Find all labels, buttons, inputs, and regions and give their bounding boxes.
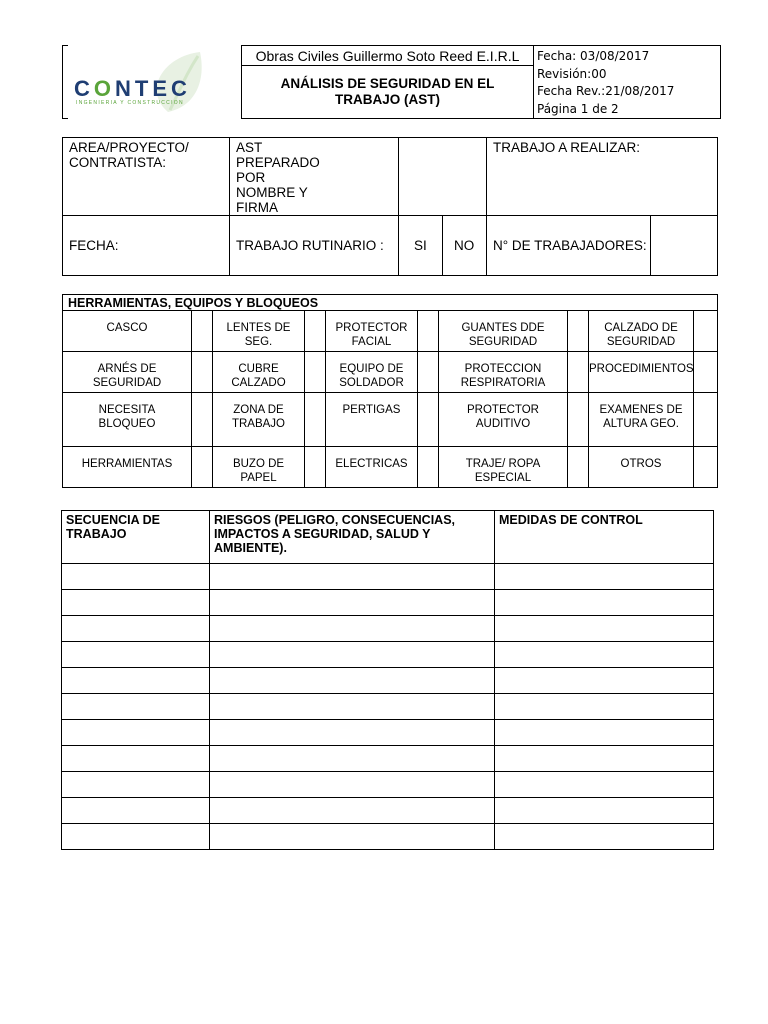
table-row: [62, 590, 714, 616]
riesgos-header: [210, 511, 495, 564]
secuencia-cell[interactable]: [62, 616, 210, 642]
tool-item: LENTES DE SEG.: [213, 311, 305, 352]
tool-item: OTROS: [589, 447, 694, 488]
medida-cell[interactable]: [495, 720, 714, 746]
tools-table: [62, 294, 718, 488]
tool-check[interactable]: [305, 393, 326, 447]
meta-revision: Revisión:00: [537, 66, 607, 81]
secuencia-cell[interactable]: [62, 564, 210, 590]
riesgo-cell[interactable]: [210, 824, 495, 850]
table-row: [62, 616, 714, 642]
tool-item: ELECTRICAS: [326, 447, 418, 488]
fecha-cell[interactable]: [63, 216, 230, 276]
frame-bracket: [62, 45, 68, 119]
secuencia-header: [62, 511, 210, 564]
riesgo-cell[interactable]: [210, 772, 495, 798]
si-option[interactable]: SI: [399, 216, 443, 276]
medida-cell[interactable]: [495, 668, 714, 694]
tool-check[interactable]: [305, 311, 326, 352]
table-row: [62, 642, 714, 668]
table-row: [62, 564, 714, 590]
riesgo-cell[interactable]: [210, 616, 495, 642]
riesgo-cell[interactable]: [210, 798, 495, 824]
secuencia-cell[interactable]: [62, 772, 210, 798]
ast-label-line-1: AST: [236, 140, 263, 155]
secuencia-header-line-1: SECUENCIA DE: [66, 513, 160, 527]
medidas-header: MEDIDAS DE CONTROL: [495, 511, 714, 564]
no-option[interactable]: NO: [443, 216, 487, 276]
tools-row: [63, 393, 718, 447]
secuencia-cell[interactable]: [62, 694, 210, 720]
tool-item: PROTECTOR AUDITIVO: [439, 393, 568, 447]
tool-item: ZONA DE TRABAJO: [213, 393, 305, 447]
tool-check[interactable]: [568, 352, 589, 393]
secuencia-header-line-2: TRABAJO: [66, 527, 127, 541]
tool-item: CALZADO DE SEGURIDAD: [589, 311, 694, 352]
risk-table: [61, 510, 714, 850]
secuencia-cell[interactable]: [62, 668, 210, 694]
ast-label-line-3: POR: [236, 170, 266, 185]
riesgos-header-line-1: RIESGOS (PELIGRO, CONSECUENCIAS,: [214, 513, 456, 527]
riesgo-cell[interactable]: [210, 746, 495, 772]
riesgo-cell[interactable]: [210, 590, 495, 616]
tool-check[interactable]: [568, 311, 589, 352]
tool-check[interactable]: [694, 352, 718, 393]
company-name: Obras Civiles Guillermo Soto Reed E.I.R.L: [242, 46, 534, 66]
tool-check[interactable]: [192, 352, 213, 393]
medida-cell[interactable]: [495, 590, 714, 616]
tool-check[interactable]: [305, 352, 326, 393]
tool-item: PROTECTOR FACIAL: [326, 311, 418, 352]
ast-label-line-2: PREPARADO: [236, 155, 320, 170]
tool-item: PROCEDIMIENTOS: [589, 352, 694, 393]
tool-check[interactable]: [192, 447, 213, 488]
table-row: [62, 824, 714, 850]
riesgo-cell[interactable]: [210, 694, 495, 720]
tool-item: CASCO: [63, 311, 192, 352]
trabajo-realizar-label: TRABAJO A REALIZAR:: [493, 140, 641, 155]
tool-check[interactable]: [694, 311, 718, 352]
table-row: [62, 694, 714, 720]
area-label: [63, 138, 230, 216]
tool-item: PROTECCION RESPIRATORIA: [439, 352, 568, 393]
medida-cell[interactable]: [495, 642, 714, 668]
riesgo-cell[interactable]: [210, 668, 495, 694]
n-trabajadores-label: N° DE TRABAJADORES:: [487, 216, 651, 276]
medida-cell[interactable]: [495, 824, 714, 850]
tools-heading: HERRAMIENTAS, EQUIPOS Y BLOQUEOS: [63, 295, 718, 311]
logo-subtitle: INGENIERIA Y CONSTRUCCION: [76, 100, 184, 106]
tool-check[interactable]: [192, 393, 213, 447]
riesgo-cell[interactable]: [210, 564, 495, 590]
tool-item: HERRAMIENTAS: [63, 447, 192, 488]
tool-item: ARNÉS DE SEGURIDAD: [63, 352, 192, 393]
medida-cell[interactable]: [495, 746, 714, 772]
area-label-line-1: AREA/PROYECTO/: [69, 140, 189, 155]
fecha-label: FECHA:: [69, 238, 119, 253]
document-meta: [534, 46, 721, 119]
n-trabajadores-field[interactable]: [651, 216, 718, 276]
ast-prepared-label: [230, 138, 399, 216]
meta-fecha-rev: Fecha Rev.:21/08/2017: [537, 84, 675, 98]
document-header: [241, 45, 721, 119]
company-logo: [72, 50, 212, 116]
secuencia-cell[interactable]: [62, 642, 210, 668]
secuencia-cell[interactable]: [62, 720, 210, 746]
title-line-2: TRABAJO (AST): [335, 92, 440, 107]
tool-check[interactable]: [418, 393, 439, 447]
medida-cell[interactable]: [495, 694, 714, 720]
table-row: [62, 798, 714, 824]
trabajo-rutinario-label: TRABAJO RUTINARIO :: [230, 216, 399, 276]
tool-item: PERTIGAS: [326, 393, 418, 447]
tool-check[interactable]: [694, 393, 718, 447]
ast-label-line-4: NOMBRE Y: [236, 185, 308, 200]
tool-item: BUZO DE PAPEL: [213, 447, 305, 488]
tool-check[interactable]: [418, 447, 439, 488]
tool-item: CUBRE CALZADO: [213, 352, 305, 393]
meta-pagina: Página 1 de 2: [537, 101, 619, 116]
medida-cell[interactable]: [495, 798, 714, 824]
document-title: [242, 66, 534, 119]
tool-item: TRAJE/ ROPA ESPECIAL: [439, 447, 568, 488]
table-row: [62, 668, 714, 694]
tool-check[interactable]: [192, 311, 213, 352]
trabajo-realizar-cell[interactable]: [487, 138, 718, 216]
info-table: [62, 137, 718, 276]
riesgos-header-line-2: IMPACTOS A SEGURIDAD, SALUD Y: [214, 527, 431, 541]
secuencia-cell[interactable]: [62, 746, 210, 772]
medida-cell[interactable]: [495, 564, 714, 590]
title-line-1: ANÁLISIS DE SEGURIDAD EN EL: [280, 76, 495, 91]
medida-cell[interactable]: [495, 772, 714, 798]
logo-text: CONTEC: [74, 76, 191, 101]
riesgo-cell[interactable]: [210, 642, 495, 668]
table-row: [62, 772, 714, 798]
secuencia-cell[interactable]: [62, 590, 210, 616]
tool-check[interactable]: [418, 352, 439, 393]
area-label-line-2: CONTRATISTA:: [69, 155, 166, 170]
logo-wordmark: [74, 76, 191, 102]
tools-row: [63, 311, 718, 352]
secuencia-cell[interactable]: [62, 798, 210, 824]
tool-check[interactable]: [418, 311, 439, 352]
tools-row: [63, 447, 718, 488]
table-row: [62, 746, 714, 772]
tools-row: [63, 352, 718, 393]
meta-fecha: Fecha: 03/08/2017: [537, 49, 650, 63]
tool-check[interactable]: [568, 393, 589, 447]
tool-item: EXAMENES DE ALTURA GEO.: [589, 393, 694, 447]
riesgos-header-line-3: AMBIENTE).: [214, 541, 287, 555]
tool-check[interactable]: [568, 447, 589, 488]
tool-item: EQUIPO DE SOLDADOR: [326, 352, 418, 393]
medida-cell[interactable]: [495, 616, 714, 642]
ast-label-line-5: FIRMA: [236, 200, 278, 215]
riesgo-cell[interactable]: [210, 720, 495, 746]
ast-prepared-field[interactable]: [399, 138, 487, 216]
tool-check[interactable]: [694, 447, 718, 488]
table-row: [62, 720, 714, 746]
secuencia-cell[interactable]: [62, 824, 210, 850]
tool-item: GUANTES DDE SEGURIDAD: [439, 311, 568, 352]
tool-item: NECESITA BLOQUEO: [63, 393, 192, 447]
tool-check[interactable]: [305, 447, 326, 488]
